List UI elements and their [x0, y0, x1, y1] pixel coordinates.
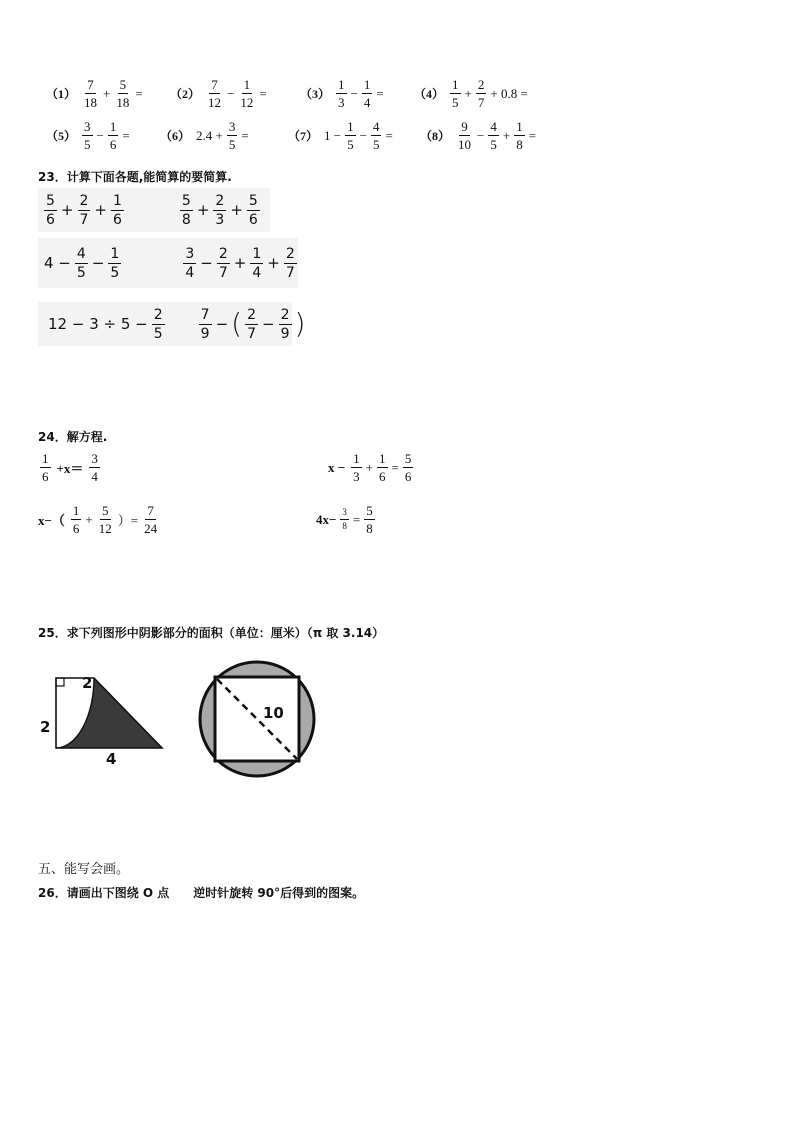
- fraction: $\frac{1}{5}$: [452, 77, 459, 110]
- q22-item-1: （1） $\frac{7}{18}$ + $\frac{5}{18}$ =: [46, 77, 143, 110]
- fraction: $\frac{1}{3}$: [338, 77, 345, 110]
- label-left: 2: [40, 718, 51, 736]
- label-bottom: 4: [106, 750, 117, 768]
- fraction: $\frac{3}{5}$: [84, 119, 91, 152]
- expression-5: 12 − 3 ÷ 5 − $\frac{2}{5}$: [48, 306, 163, 342]
- item-label: （5）: [46, 129, 77, 143]
- q22-item-3: （3） $\frac{1}{3}$ − $\frac{1}{4}$ =: [300, 77, 384, 110]
- q22-item-6: （6） 2.4 + $\frac{3}{5}$ =: [160, 119, 249, 152]
- q23-title: 23．计算下面各题,能简算的要简算.: [38, 170, 232, 184]
- q22-item-2: （2） $\frac{7}{12}$ − $\frac{1}{12}$ =: [170, 77, 267, 110]
- q23-row-3: [38, 302, 306, 346]
- item-label: （6）: [160, 129, 191, 143]
- item-label: （1）: [46, 87, 77, 101]
- equation-2: x − $\frac{1}{3}$ + $\frac{1}{6}$ = $\frac{5}{6}$: [328, 451, 412, 484]
- fraction: $\frac{4}{5}$: [490, 119, 497, 152]
- fraction: $\frac{1}{4}$: [363, 77, 371, 110]
- label-diagonal: 10: [263, 704, 284, 722]
- fraction: $\frac{1}{6}$: [109, 119, 117, 152]
- fraction: $\frac{7}{18}$: [84, 77, 98, 110]
- expression-4: $\frac{3}{4}$ − $\frac{2}{7}$ + $\frac{1}{4}$ + $\frac{2}{7}$: [185, 245, 295, 281]
- q22-item-7: （7） 1 − $\frac{1}{5}$ − $\frac{4}{5}$ =: [288, 119, 393, 152]
- fraction: $\frac{7}{12}$: [208, 77, 222, 110]
- q23-row-2: [38, 238, 298, 288]
- fraction: $\frac{2}{7}$: [477, 77, 485, 110]
- expression-3: 4 − $\frac{4}{5}$ − $\frac{1}{5}$: [44, 245, 120, 281]
- fraction: $\frac{5}{18}$: [116, 77, 130, 110]
- section-5-title: 五、能写会画。: [38, 862, 130, 877]
- expression-2: $\frac{5}{8}$ + $\frac{2}{3}$ + $\frac{5}{6}$: [181, 192, 258, 228]
- fraction: $\frac{1}{5}$: [347, 119, 354, 152]
- item-label: （3）: [300, 87, 331, 101]
- equation-3: x−（ $\frac{1}{6}$ + $\frac{5}{12}$ ）= $\frac{7}{24}$: [38, 503, 158, 536]
- q26-title: 26．请画出下图绕 O 点 逆时针旋转 90°后得到的图案。: [38, 886, 365, 900]
- fraction: $\frac{9}{10}$: [458, 119, 472, 152]
- expression-6: $\frac{7}{9}$ − ( $\frac{2}{7}$ − $\frac{2}{9}$ ): [200, 306, 306, 342]
- q24-title: 24．解方程.: [38, 430, 108, 444]
- fraction: $\frac{3}{5}$: [228, 119, 236, 152]
- equation-1: $\frac{1}{6}$ +x＝ $\frac{3}{4}$: [42, 451, 98, 484]
- item-label: （4）: [414, 87, 445, 101]
- label-top: 2: [82, 674, 93, 692]
- fraction: $\frac{1}{8}$: [516, 119, 523, 152]
- equation-4: 4x− $\frac{3}{8}$ = $\frac{5}{8}$: [316, 503, 373, 536]
- expression-1: $\frac{5}{6}$ + $\frac{2}{7}$ + $\frac{1}{6}$: [46, 192, 122, 228]
- fraction: $\frac{1}{12}$: [240, 77, 254, 110]
- fraction: $\frac{4}{5}$: [372, 119, 380, 152]
- q23-row-1: [38, 188, 270, 232]
- q22-item-5: （5） $\frac{3}{5}$ − $\frac{1}{6}$ =: [46, 119, 130, 152]
- item-label: （7）: [288, 129, 319, 143]
- trapezoid-figure: [36, 672, 170, 772]
- circle-square-figure: [196, 658, 318, 780]
- item-label: （8）: [420, 129, 451, 143]
- q22-item-4: （4） $\frac{1}{5}$ + $\frac{2}{7}$ + 0.8 =: [414, 77, 528, 110]
- q25-title: 25．求下列图形中阴影部分的面积（单位：厘米）（π 取 3.14）: [38, 626, 385, 640]
- item-label: （2）: [170, 87, 201, 101]
- q22-item-8: （8） $\frac{9}{10}$ − $\frac{4}{5}$ + $\frac{1}{8}$ =: [420, 119, 537, 152]
